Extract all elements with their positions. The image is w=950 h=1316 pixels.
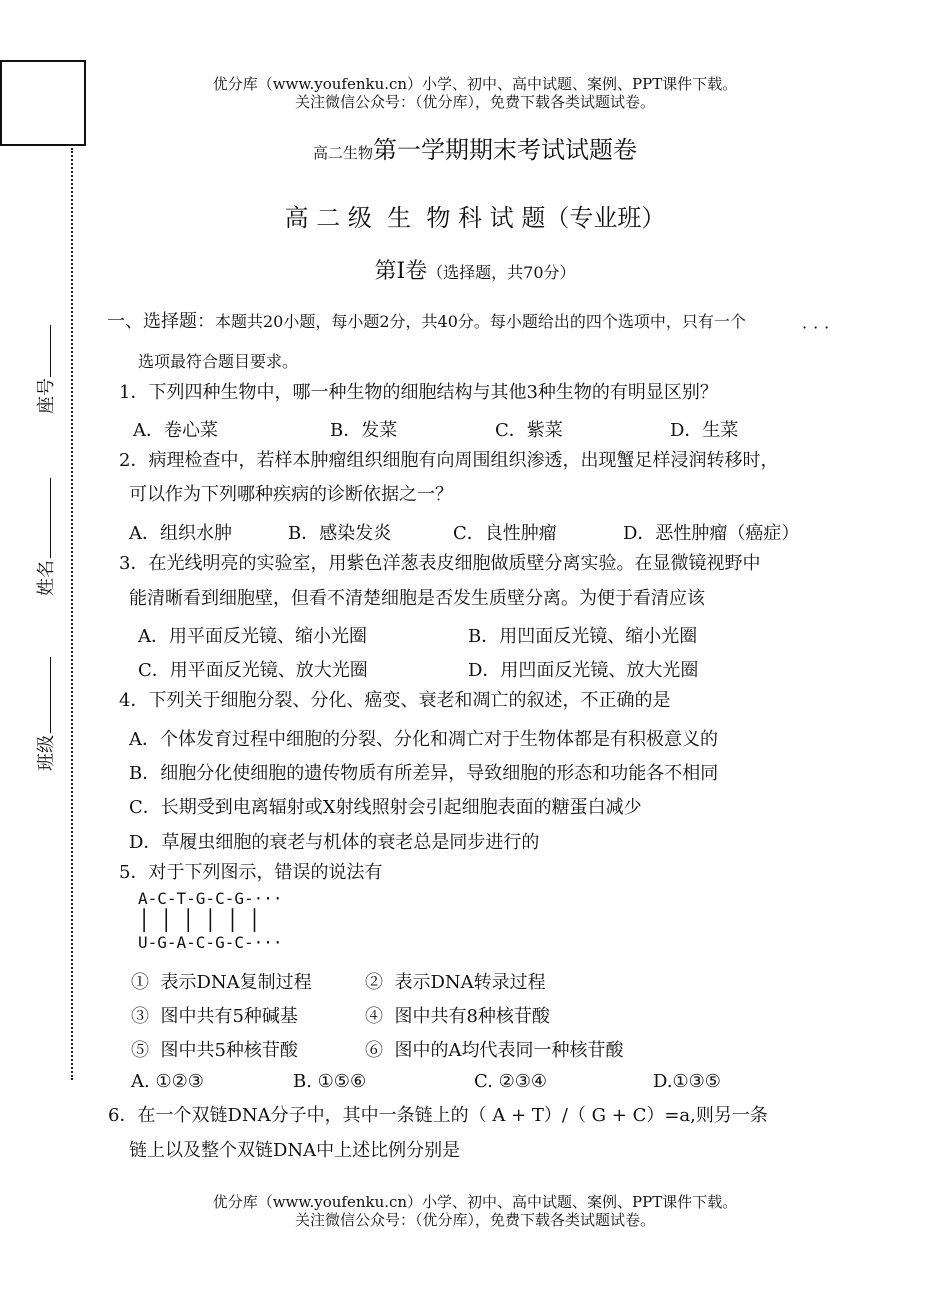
q5-option-c: C. ②③④ [474, 1071, 547, 1092]
q4-option-b: B．细胞分化使细胞的遗传物质有所差异，导致细胞的形态和功能各不相同 [129, 763, 719, 784]
q4-option-a: A．个体发育过程中细胞的分裂、分化和凋亡对于生物体都是有积极意义的 [129, 729, 718, 750]
footer-line-1: 优分库（www.youfenku.cn）小学、初中、高中试题、案例、PPT课件下载。 [212, 1193, 738, 1211]
footer-line-2: 关注微信公众号：（优分库），免费下载各类试题试卷。 [294, 1211, 655, 1229]
seat-label: 座号 [36, 378, 57, 414]
header-line-1: 优分库（www.youfenku.cn）小学、初中、高中试题、案例、PPT课件下载。 [212, 75, 738, 93]
class-underline [50, 657, 51, 733]
dna-bottom-strand: U-G-A-C-G-C-··· [138, 933, 283, 952]
q4-stem: 4．下列关于细胞分裂、分化、癌变、衰老和凋亡的叙述，不正确的是 [119, 690, 671, 711]
q2-option-a: A．组织水肿 [129, 523, 232, 544]
q5-statement-6: ⑥ 图中的A均代表同一种核苷酸 [365, 1040, 624, 1061]
q6-stem-1: 6．在一个双链DNA分子中，其中一条链上的（ A + T）/（ G + C）=a,则另一条 [108, 1105, 768, 1126]
section-1-text: 本题共20小题，每小题2分，共40分。每小题给出的四个选项中，只有一个 [215, 312, 746, 331]
name-underline [50, 478, 51, 558]
q5-statement-4: ④ 图中共有8种核苷酸 [365, 1006, 550, 1027]
title-small: 高二生物 [312, 144, 373, 162]
q5-statement-2: ② 表示DNA转录过程 [365, 972, 546, 993]
q2-stem-1: 2．病理检查中，若样本肿瘤组织细胞有向周围组织渗透，出现蟹足样浸润转移时， [119, 450, 779, 471]
class-label: 班级 [36, 735, 57, 771]
q1-option-d: D．生菜 [670, 420, 739, 441]
q3-stem-2: 能清晰看到细胞壁，但看不清楚细胞是否发生质壁分离。为便于看清应该 [129, 588, 705, 609]
dna-top-strand: A-C-T-G-C-G-··· [138, 889, 283, 908]
q3-option-b: B．用凹面反光镜、缩小光圈 [468, 626, 698, 647]
q2-stem-2: 可以作为下列哪种疾病的诊断依据之一？ [129, 484, 453, 505]
part-note: （选择题，共70分） [427, 263, 576, 282]
q5-statement-3: ③ 图中共有5种碱基 [131, 1006, 298, 1027]
q5-statement-1: ① 表示DNA复制过程 [131, 972, 312, 993]
q2-option-c: C．良性肿瘤 [453, 523, 557, 544]
q1-stem: 1．下列四种生物中，哪一种生物的细胞结构与其他3种生物的有明显区别？ [119, 382, 718, 403]
q2-option-d: D．恶性肿瘤（癌症） [623, 523, 800, 544]
q1-option-b: B．发菜 [330, 420, 398, 441]
q4-option-c: C．长期受到电离辐射或X射线照射会引起细胞表面的糖蛋白减少 [129, 797, 642, 818]
seat-underline [50, 325, 51, 377]
q5-option-a: A. ①②③ [131, 1071, 204, 1092]
subject-title: 高 二 级 生 物 科 试 题（专业班） [284, 204, 666, 232]
q5-option-d: D.①③⑤ [653, 1071, 721, 1092]
section-1-text-2: 选项最符合题目要求。 [138, 352, 299, 371]
q4-option-d: D．草履虫细胞的衰老与机体的衰老总是同步进行的 [129, 832, 540, 853]
q3-option-a: A．用平面反光镜、缩小光圈 [138, 626, 367, 647]
section-1-heading [107, 307, 746, 333]
q5-stem: 5．对于下列图示，错误的说法有 [119, 862, 383, 883]
header-line-2: 关注微信公众号：（优分库），免费下载各类试题试卷。 [294, 93, 655, 111]
q6-stem-2: 链上以及整个双链DNA中上述比例分别是 [129, 1140, 461, 1161]
q1-option-c: C．紫菜 [495, 420, 563, 441]
q2-option-b: B．感染发炎 [288, 523, 392, 544]
dna-base-pair-bars: │ │ │ │ │ │ [138, 908, 260, 932]
binding-dotted-line [71, 148, 73, 1080]
q5-option-b: B. ①⑤⑥ [293, 1071, 367, 1092]
q1-option-a: A．卷心菜 [133, 420, 218, 441]
q3-option-d: D．用凹面反光镜、放大光圈 [468, 660, 699, 681]
part-title [0, 254, 950, 285]
emphasis-dots: ··· [802, 318, 836, 337]
q3-stem-1: 3．在光线明亮的实验室，用紫色洋葱表皮细胞做质壁分离实验。在显微镜视野中 [119, 553, 761, 574]
page-title [0, 130, 950, 165]
section-1-label: 一、选择题： [107, 311, 215, 332]
q3-option-c: C．用平面反光镜、放大光圈 [138, 660, 368, 681]
name-label: 姓名 [36, 560, 57, 596]
title-large: 第一学期期末考试试题卷 [373, 136, 637, 164]
q5-statement-5: ⑤ 图中共5种核苷酸 [131, 1040, 298, 1061]
part-main: 第Ⅰ卷 [374, 259, 428, 284]
